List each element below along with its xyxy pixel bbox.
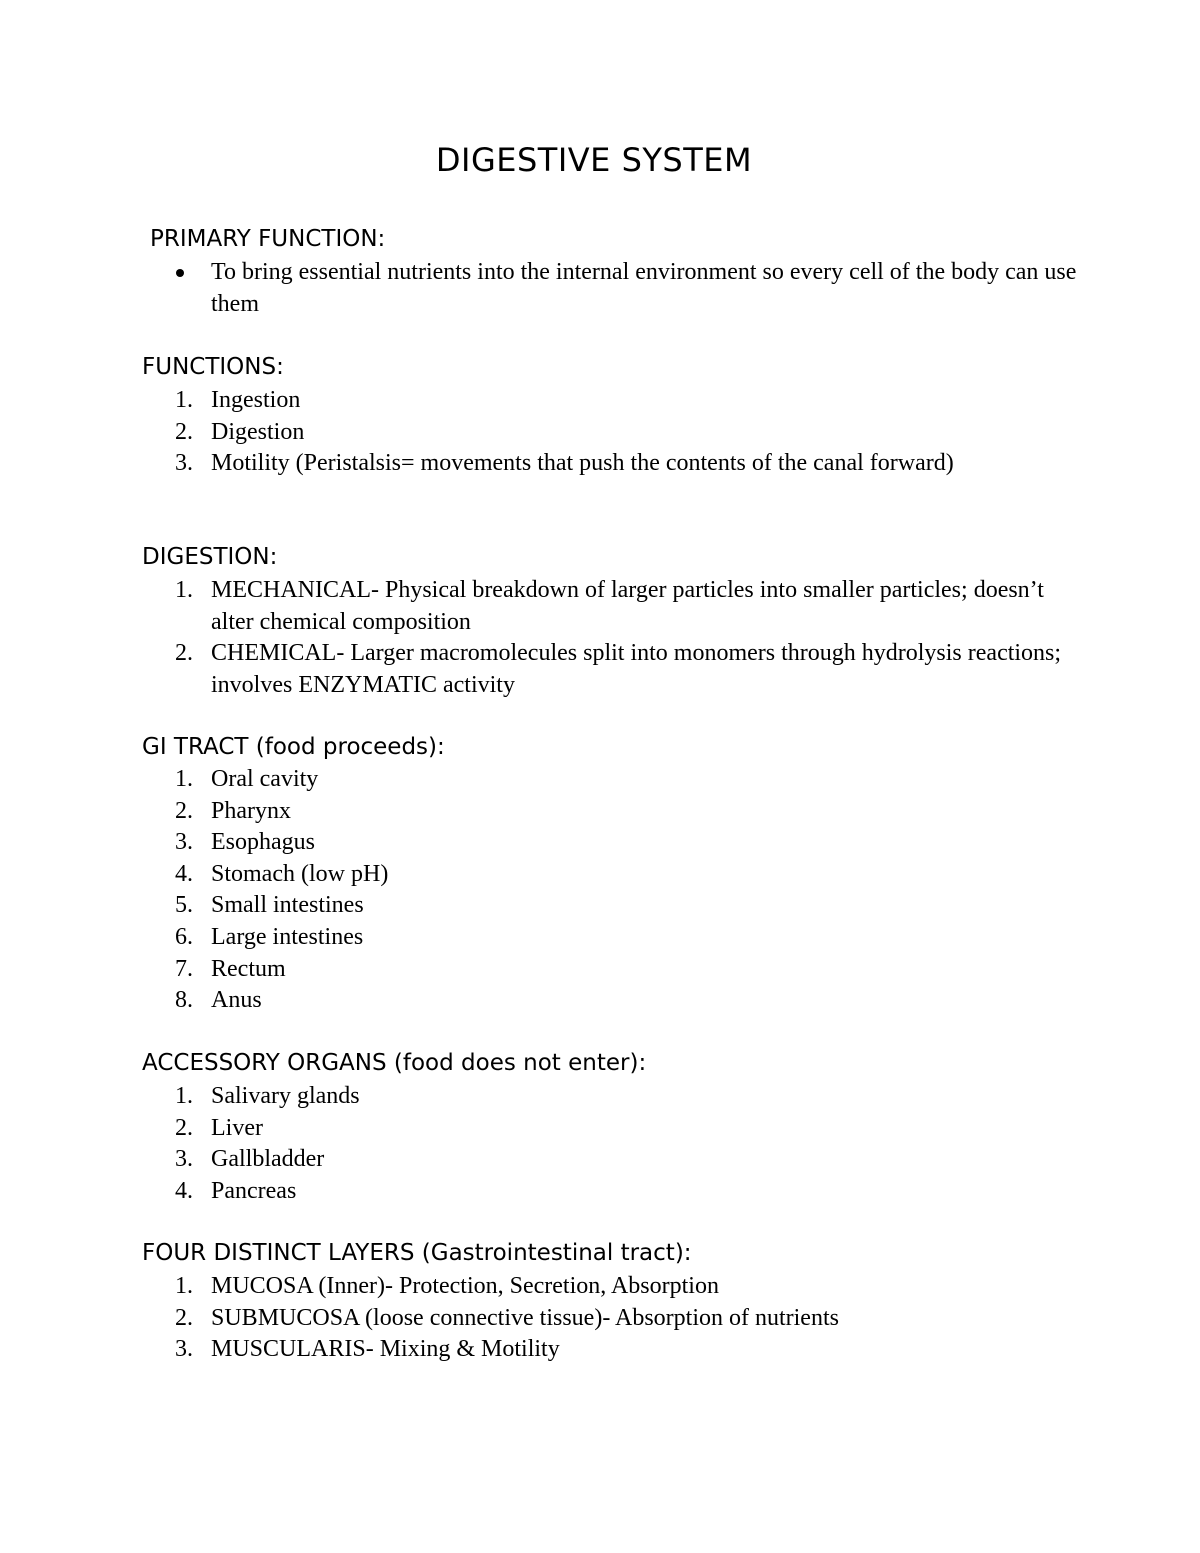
digestion-heading: DIGESTION: — [142, 544, 278, 570]
list-item-text: Large intestines — [211, 923, 364, 950]
primary-function-list — [0, 257, 1091, 320]
list-item — [0, 954, 1091, 986]
list-item-text: MECHANICAL- Physical breakdown of larger particles into smaller particles; doesn’t alter chemical composition — [211, 577, 1044, 635]
list-item-number: 3. — [175, 450, 193, 477]
functions-list — [0, 385, 1091, 480]
list-item-number: 5. — [175, 892, 193, 919]
list-item — [0, 985, 1091, 1017]
list-item-text: Oral cavity — [211, 766, 319, 792]
list-item — [0, 1144, 1091, 1176]
list-item — [0, 638, 1091, 701]
list-item-number: 3. — [175, 1146, 193, 1173]
list-item-text: Stomach (low pH) — [211, 860, 389, 887]
list-item-number: 1. — [175, 387, 193, 413]
list-item-number: 2. — [175, 797, 193, 824]
list-item-number: 3. — [175, 1336, 193, 1363]
list-item-text: Gallbladder — [211, 1146, 325, 1173]
list-item-text: To bring essential nutrients into the internal environment so every cell of the body can use them — [211, 259, 1077, 317]
accessory-organs-heading: ACCESSORY ORGANS (food does not enter): — [142, 1050, 647, 1076]
gi-tract-heading: GI TRACT (food proceeds): — [142, 734, 445, 760]
accessory-organs-list — [0, 1081, 1091, 1207]
list-item-text: MUSCULARIS- Mixing & Motility — [211, 1336, 560, 1363]
list-item — [0, 575, 1091, 638]
list-item — [0, 890, 1091, 922]
functions-heading: FUNCTIONS: — [142, 354, 284, 380]
list-item-number: 1. — [175, 1083, 193, 1109]
list-item-number: 2. — [175, 640, 193, 667]
list-item-text: Liver — [211, 1114, 263, 1141]
list-item-number: 4. — [175, 1177, 193, 1204]
list-item-number: 4. — [175, 860, 193, 887]
list-item-text: Rectum — [211, 955, 286, 982]
list-item — [0, 796, 1091, 828]
list-item-text: Anus — [211, 987, 262, 1014]
four-layers-heading: FOUR DISTINCT LAYERS (Gastrointestinal tract): — [142, 1240, 692, 1266]
list-item-text: MUCOSA (Inner)- Protection, Secretion, Absorption — [211, 1273, 719, 1299]
list-item — [0, 1334, 1091, 1366]
list-item-number: 6. — [175, 923, 193, 950]
list-item — [0, 1303, 1091, 1335]
list-item — [0, 385, 1091, 417]
list-item — [0, 257, 1091, 320]
list-item — [0, 859, 1091, 891]
list-item — [0, 1113, 1091, 1145]
list-item — [0, 922, 1091, 954]
list-item — [0, 1271, 1091, 1303]
four-layers-list — [0, 1271, 1091, 1366]
list-item-text: CHEMICAL- Larger macromolecules split into monomers through hydrolysis reactions; involves ENZYMATIC activity — [211, 640, 1062, 698]
list-item-number: 2. — [175, 1114, 193, 1141]
list-item-text: Pharynx — [211, 797, 291, 824]
list-item-text: Ingestion — [211, 387, 301, 413]
list-item — [0, 1081, 1091, 1113]
list-item-text: Esophagus — [211, 829, 315, 856]
list-item-number: 7. — [175, 955, 193, 982]
list-item-text: SUBMUCOSA (loose connective tissue)- Absorption of nutrients — [211, 1304, 839, 1331]
document-title: DIGESTIVE SYSTEM — [435, 141, 753, 179]
bullet-icon — [176, 269, 184, 277]
list-item-number: 2. — [175, 1304, 193, 1331]
list-item-text: Salivary glands — [211, 1083, 360, 1109]
list-item — [0, 827, 1091, 859]
list-item-number: 2. — [175, 418, 193, 445]
gi-tract-list — [0, 764, 1091, 1017]
list-item-text: Motility (Peristalsis= movements that push the contents of the canal forward) — [211, 450, 954, 477]
list-item-number: 3. — [175, 829, 193, 856]
list-item-number: 1. — [175, 766, 193, 792]
list-item — [0, 417, 1091, 449]
list-item-text: Digestion — [211, 418, 305, 445]
list-item-number: 1. — [175, 1273, 193, 1299]
primary-function-heading: PRIMARY FUNCTION: — [150, 226, 386, 252]
list-item-text: Small intestines — [211, 892, 364, 919]
list-item-number: 8. — [175, 987, 193, 1014]
digestion-list — [0, 575, 1091, 701]
list-item-number: 1. — [175, 577, 193, 603]
list-item — [0, 764, 1091, 796]
list-item-text: Pancreas — [211, 1177, 297, 1204]
list-item — [0, 448, 1091, 480]
list-item — [0, 1176, 1091, 1208]
